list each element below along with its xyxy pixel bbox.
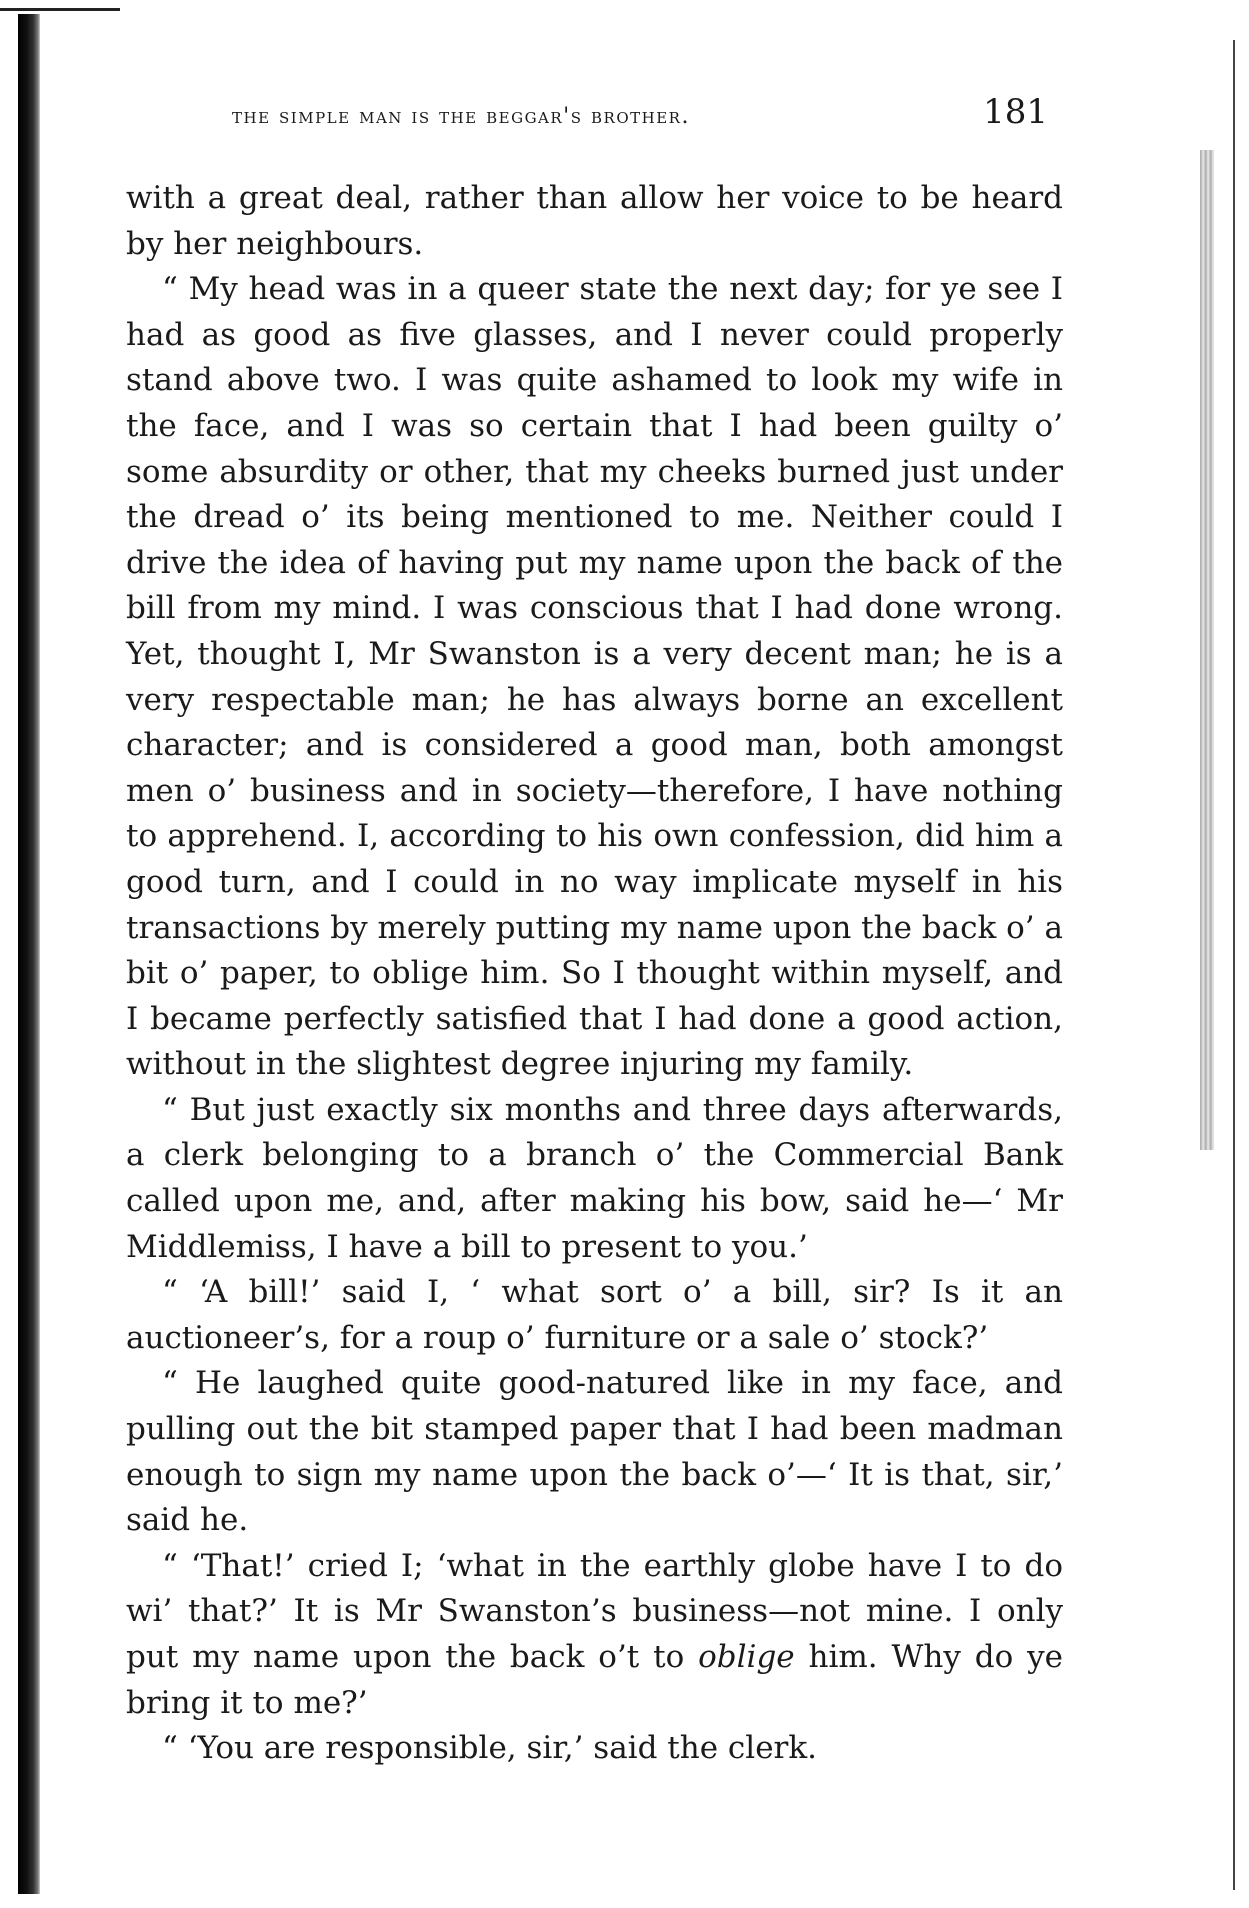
italic-emphasis: oblige bbox=[698, 1639, 795, 1675]
paragraph: “ ‘A bill!’ said I, ‘ what sort o’ a bill, sir? Is it an auctioneer’s, for a roup o’ furniture or a sale o’ stock?’ bbox=[126, 1274, 1063, 1356]
body-text bbox=[126, 176, 1063, 1772]
paragraph: “ But just exactly six months and three days afterwards, a clerk belonging to a branch o’ the Commercial Bank called upon me, and, after making his bow, said he—‘ Mr Middlemiss, I have a bill to present to you.’ bbox=[126, 1091, 1063, 1265]
page-number: 181 bbox=[983, 92, 1048, 132]
paragraph: “ My head was in a queer state the next day; for ye see I had as good as five glasses, and I never could properly stand above two. I was quite ashamed to look my wife in the face, and I was so certain that I had been guilty o’ some absurdity or other, that my cheeks burned just under the dread o’ its being mentioned to me. Neither could I drive the idea of having put my name upon the back of the bill from my mind. I was conscious that I had done wrong. Yet, thought I, Mr Swanston is a very decent man; he is a very respectable man; he has always borne an excellent character; and is considered a good man, both amongst men o’ business and in society—therefore, I have nothing to apprehend. I, according to his own confession, did him a good turn, and I could in no way implicate myself in his transactions by merely putting my name upon the back o’ a bit o’ paper, to oblige him. So I thought within myself, and I became perfectly satisfied that I had done a good action, without in the slightest degree injuring my family. bbox=[126, 271, 1063, 1083]
binding-top-edge bbox=[0, 8, 120, 11]
paragraph-text: “ ‘That!’ cried I; ‘what in the earthly globe have I to do wi’ that?’ It is Mr Swanston’s business—not mine. I only put my name upon the back o’t to bbox=[126, 1547, 1063, 1675]
page-header bbox=[208, 92, 1068, 132]
paragraph: “ He laughed quite good-natured like in my face, and pulling out the bit stamped paper that I had been madman enough to sign my name upon the back o’—‘ It is that, sir,’ said he. bbox=[126, 1365, 1063, 1539]
book-binding-shadow bbox=[18, 14, 40, 1894]
running-head: the simple man is the beggar's brother. bbox=[232, 104, 690, 129]
page-edge-shadow bbox=[1200, 150, 1214, 1150]
paragraph bbox=[126, 1544, 1063, 1726]
paragraph: “ ‘You are responsible, sir,’ said the clerk. bbox=[162, 1730, 817, 1767]
paragraph-text: him. Why do ye bring it to me?’ bbox=[126, 1639, 1063, 1721]
paragraph: with a great deal, rather than allow her voice to be heard by her neighbours. bbox=[126, 180, 1063, 262]
page-right-edge bbox=[1233, 40, 1235, 1890]
